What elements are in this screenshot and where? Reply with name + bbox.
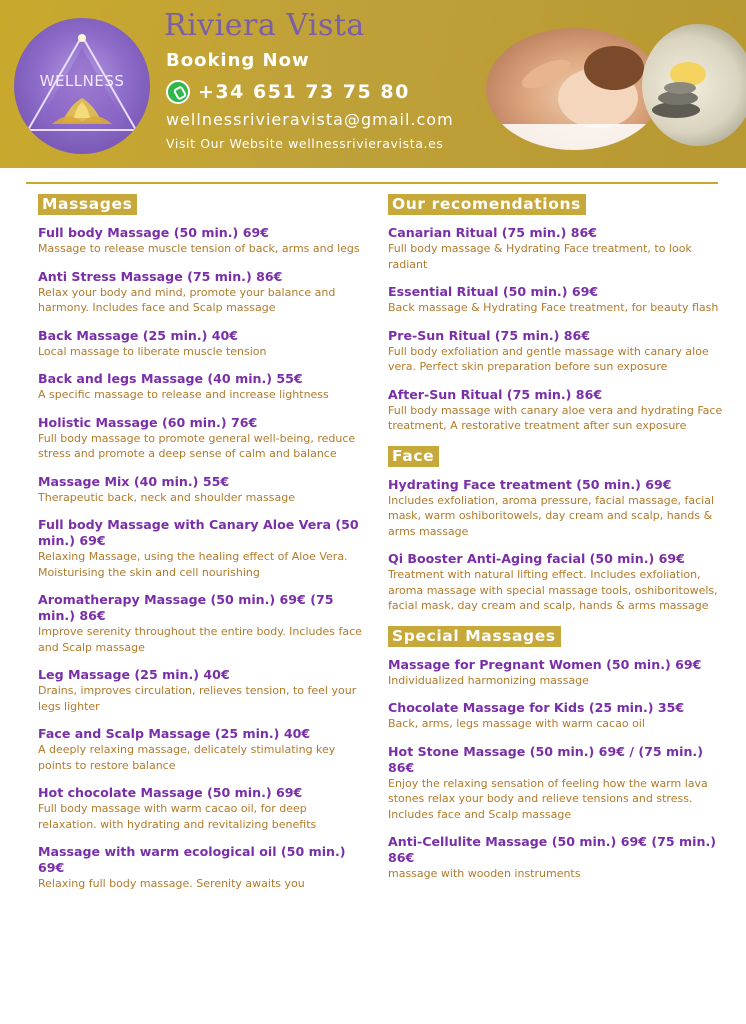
face-list [388, 477, 728, 614]
menu-item [38, 415, 368, 462]
menu-item [38, 328, 368, 360]
booking-label: Booking Now [166, 50, 310, 71]
menu-item [388, 700, 728, 732]
right-column [388, 194, 728, 894]
menu-item [38, 785, 368, 832]
menu-item [38, 517, 368, 580]
menu-item-title: Hydrating Face treatment (50 min.) 69€ [388, 476, 672, 492]
menu-item [38, 269, 368, 316]
spa-stones-photo [642, 24, 746, 146]
menu-item [388, 387, 728, 434]
menu-item [38, 592, 368, 655]
menu-item-title: Back Massage (25 min.) 40€ [38, 327, 239, 343]
menu-item-description: Full body massage & Hydrating Face treatment, to look radiant [388, 242, 692, 271]
section-heading-recommendations: Our recomendations [388, 194, 586, 215]
brand-title: Riviera Vista [164, 8, 365, 43]
menu-item [388, 657, 728, 689]
menu-item-description: Includes exfoliation, aroma pressure, facial massage, facial mask, warm oshiboritowels, day cream and scalp, hands & arms massage [388, 493, 715, 538]
menu-item [388, 477, 728, 540]
whatsapp-icon[interactable] [166, 80, 190, 104]
section-heading-massages: Massages [38, 194, 137, 215]
menu-item-title: Full body Massage with Canary Aloe Vera (50 min.) 69€ [38, 517, 359, 548]
recommendations-list [388, 225, 728, 434]
menu-item-description: Enjoy the relaxing sensation of feeling how the warm lava stones relax your body and relieve tensions and stress. Includes face and Scalp massage [388, 776, 708, 821]
menu-item-title: Massage for Pregnant Women (50 min.) 69€ [388, 656, 702, 672]
menu-item-description: Individualized harmonizing massage [388, 673, 589, 687]
menu-item-title: Chocolate Massage for Kids (25 min.) 35€ [388, 700, 685, 715]
menu-item-description: A specific massage to release and increase lightness [38, 388, 329, 401]
menu-item-description: Relaxing full body massage. Serenity awaits you [38, 877, 305, 890]
menu-item [38, 371, 368, 403]
menu-item-description: massage with wooden instruments [388, 867, 581, 880]
menu-item-description: Local massage to liberate muscle tension [38, 344, 267, 358]
menu-item-title: Holistic Massage (60 min.) 76€ [38, 414, 258, 430]
menu-item-title: Leg Massage (25 min.) 40€ [38, 667, 230, 682]
menu-item-title: Full body Massage (50 min.) 69€ [38, 225, 269, 240]
menu-item-description: Drains, improves circulation, relieves tension, to feel your legs lighter [38, 684, 357, 713]
section-heading-special: Special Massages [388, 626, 561, 647]
menu-item [38, 667, 368, 714]
menu-item-title: Hot Stone Massage (50 min.) 69€ / (75 min.) 86€ [388, 743, 703, 775]
menu-item-description: Relax your body and mind, promote your balance and harmony. Includes face and Scalp massage [38, 285, 336, 314]
menu-item-title: Hot chocolate Massage (50 min.) 69€ [38, 785, 303, 800]
menu-item-title: Face and Scalp Massage (25 min.) 40€ [38, 726, 311, 741]
menu-item-description: Massage to release muscle tension of back, arms and legs [38, 242, 360, 255]
menu-item-description: A deeply relaxing massage, delicately stimulating key points to restore balance [38, 743, 336, 772]
menu-item [38, 225, 368, 257]
menu-item [388, 328, 728, 375]
menu-item-title: Canarian Ritual (75 min.) 86€ [388, 225, 598, 240]
menu-item-description: Full body exfoliation and gentle massage with canary aloe vera. Perfect skin preparation before sun exposure [388, 344, 709, 373]
menu-item [388, 744, 728, 823]
phone-row[interactable] [166, 80, 410, 104]
wellness-logo [14, 18, 150, 154]
menu-item-title: After-Sun Ritual (75 min.) 86€ [388, 386, 603, 402]
section-heading-face: Face [388, 446, 439, 467]
menu-item-description: Treatment with natural lifting effect. Includes exfoliation, aroma massage with special massage tools, oshiboritowels, facial mask, day cream and scalp, hands & arms massage [388, 568, 718, 612]
menu-item-description: Back, arms, legs massage with warm cacao oil [388, 717, 645, 730]
menu-item-description: Relaxing Massage, using the healing effect of Aloe Vera. Moisturising the skin and cell nourishing [38, 550, 348, 579]
massages-list [38, 225, 368, 892]
menu-item-title: Essential Ritual (50 min.) 69€ [388, 284, 599, 299]
menu-item-title: Pre-Sun Ritual (75 min.) 86€ [388, 327, 591, 343]
menu-item [388, 225, 728, 272]
menu-item [388, 834, 728, 882]
menu-item-description: Full body massage with canary aloe vera and hydrating Face treatment, A restorative treatment after sun exposure [388, 403, 723, 432]
menu-item-title: Anti-Cellulite Massage (50 min.) 69€ (75 min.) 86€ [388, 834, 716, 865]
phone-number[interactable]: +34 651 73 75 80 [198, 81, 410, 103]
special-list [388, 657, 728, 882]
menu-item [38, 726, 368, 773]
menu-item-title: Back and legs Massage (40 min.) 55€ [38, 371, 303, 386]
menu-item-title: Massage with warm ecological oil (50 min.) 69€ [38, 844, 346, 875]
massages-column [38, 194, 368, 904]
header-banner [0, 0, 746, 168]
menu-item-title: Anti Stress Massage (75 min.) 86€ [38, 268, 283, 284]
menu-item [38, 844, 368, 892]
massage-photo [486, 28, 662, 150]
menu-item-title: Aromatherapy Massage (50 min.) 69€ (75 min.) 86€ [38, 592, 334, 623]
menu-item [38, 474, 368, 506]
menu-item-description: Improve serenity throughout the entire body. Includes face and Scalp massage [38, 625, 362, 654]
gold-divider [26, 182, 718, 184]
menu-item-description: Therapeutic back, neck and shoulder massage [38, 490, 295, 504]
menu-item-title: Qi Booster Anti-Aging facial (50 min.) 69€ [388, 551, 685, 566]
menu-item-description: Full body massage to promote general well-being, reduce stress and promote a deep sense of calm and balance [38, 431, 356, 460]
email-link[interactable]: wellnessrivieravista@gmail.com [166, 110, 454, 129]
logo-text: WELLNESS [39, 72, 125, 90]
menu-item-description: Back massage & Hydrating Face treatment, for beauty flash [388, 301, 719, 314]
menu-item-title: Massage Mix (40 min.) 55€ [38, 473, 230, 489]
menu-item [388, 284, 728, 316]
menu-item-description: Full body massage with warm cacao oil, for deep relaxation. with hydrating and revitalizing benefits [38, 802, 317, 831]
website-link[interactable]: Visit Our Website wellnessrivieravista.es [166, 136, 444, 151]
menu-item [388, 551, 728, 614]
